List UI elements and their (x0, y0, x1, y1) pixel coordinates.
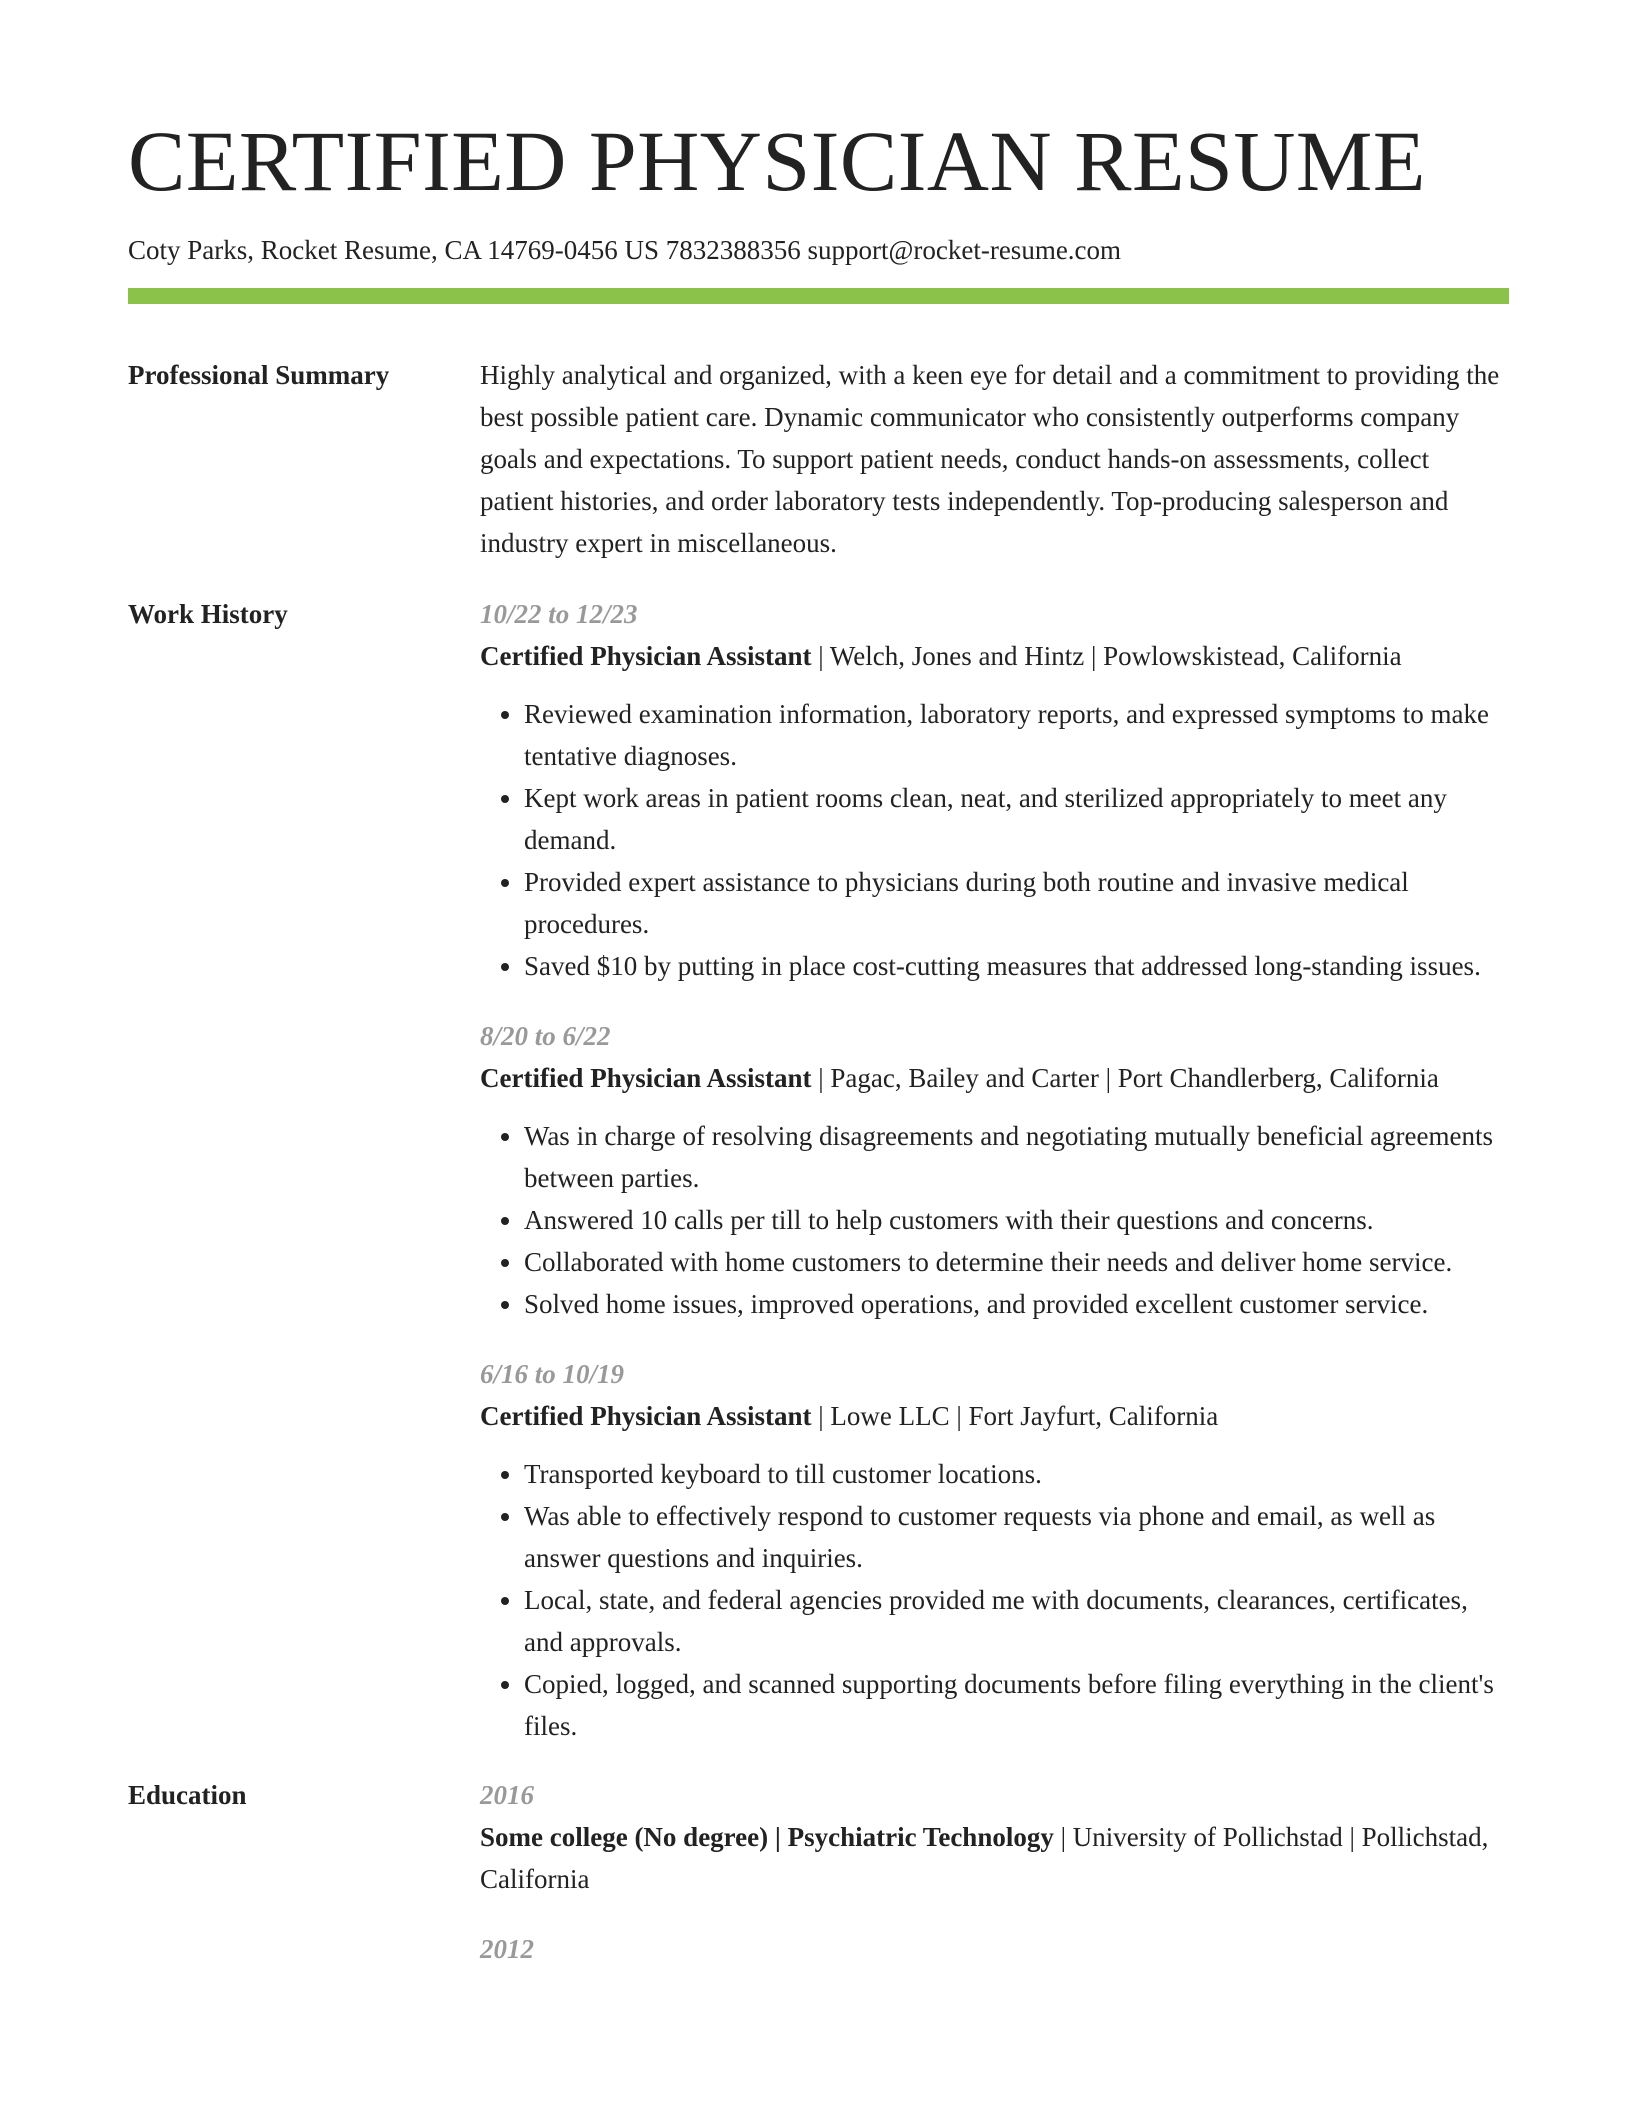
work-dates: 6/16 to 10/19 (480, 1359, 625, 1389)
resume-title: CERTIFIED PHYSICIAN RESUME (128, 113, 1426, 209)
work-bullet: • Kept work areas in patient rooms clean, neat, and sterilized appropriately to meet any demand. (524, 777, 1509, 861)
job-details: | Lowe LLC | Fort Jayfurt, California (811, 1401, 1219, 1431)
education-year: 2016 (480, 1780, 534, 1810)
work-entry (480, 593, 1509, 987)
work-bullets (480, 1453, 1509, 1747)
work-bullets (480, 693, 1509, 987)
contact-line (128, 232, 1509, 268)
job-line (480, 1057, 1509, 1099)
work-bullet: • Collaborated with home customers to determine their needs and deliver home service. (524, 1241, 1509, 1283)
contact-address: Rocket Resume, CA 14769-0456 US (260, 235, 660, 265)
work-bullet: • Copied, logged, and scanned supporting documents before filing everything in the client's files. (524, 1663, 1509, 1747)
work-entry (480, 1015, 1509, 1325)
work-dates: 8/20 to 6/22 (480, 1021, 611, 1051)
education-line (480, 1816, 1509, 1900)
summary-section (128, 354, 1509, 564)
work-bullet: • Reviewed examination information, laboratory reports, and expressed symptoms to make tentative diagnoses. (524, 693, 1509, 777)
work-bullet: • Was able to effectively respond to customer requests via phone and email, as well as answer questions and inquiries. (524, 1495, 1509, 1579)
work-bullets (480, 1115, 1509, 1325)
summary-text: Highly analytical and organized, with a keen eye for detail and a commitment to providing the best possible patient care. Dynamic communicator who consistently outperforms company goals and expectations. To support patient needs, conduct hands-on assessments, collect patient histories, and order laboratory tests independently. Top-producing salesperson and industry expert in miscellaneous. (480, 360, 1500, 558)
work-bullet: • Was in charge of resolving disagreements and negotiating mutually beneficial agreements between parties. (524, 1115, 1509, 1199)
education-year: 2012 (480, 1934, 534, 1964)
education-entry (480, 1774, 1509, 1900)
education-details: | University of Pollichstad | Pollichstad, California (480, 1822, 1489, 1894)
work-history-section (128, 593, 1509, 1747)
education-entry (480, 1928, 1509, 1970)
contact-phone: 7832388356 (665, 235, 801, 265)
contact-name: Coty Parks, (128, 235, 255, 265)
job-role: Certified Physician Assistant (480, 641, 812, 671)
job-line (480, 635, 1509, 677)
work-bullet: • Answered 10 calls per till to help customers with their questions and concerns. (524, 1199, 1509, 1241)
work-bullet: • Provided expert assistance to physicians during both routine and invasive medical procedures. (524, 861, 1509, 945)
work-entry (480, 1353, 1509, 1747)
header-divider (128, 288, 1509, 304)
work-bullet: • Saved $10 by putting in place cost-cutting measures that addressed long-standing issues. (524, 945, 1509, 987)
contact-email: support@rocket-resume.com (807, 235, 1122, 265)
job-details: | Pagac, Bailey and Carter | Port Chandlerberg, California (811, 1063, 1439, 1093)
job-details: | Welch, Jones and Hintz | Powlowskistead, California (811, 641, 1402, 671)
education-degree: Some college (No degree) | Psychiatric Technology (480, 1822, 1054, 1852)
work-history-label: Work History (128, 599, 288, 629)
summary-label: Professional Summary (128, 360, 390, 390)
job-role: Certified Physician Assistant (480, 1401, 812, 1431)
work-dates: 10/22 to 12/23 (480, 599, 638, 629)
job-role: Certified Physician Assistant (480, 1063, 812, 1093)
work-bullet: • Solved home issues, improved operations, and provided excellent customer service. (524, 1283, 1509, 1325)
job-line (480, 1395, 1509, 1437)
work-bullet: • Transported keyboard to till customer locations. (524, 1453, 1509, 1495)
education-section (128, 1774, 1509, 1970)
work-bullet: • Local, state, and federal agencies provided me with documents, clearances, certificates, and approvals. (524, 1579, 1509, 1663)
education-label: Education (128, 1780, 247, 1810)
